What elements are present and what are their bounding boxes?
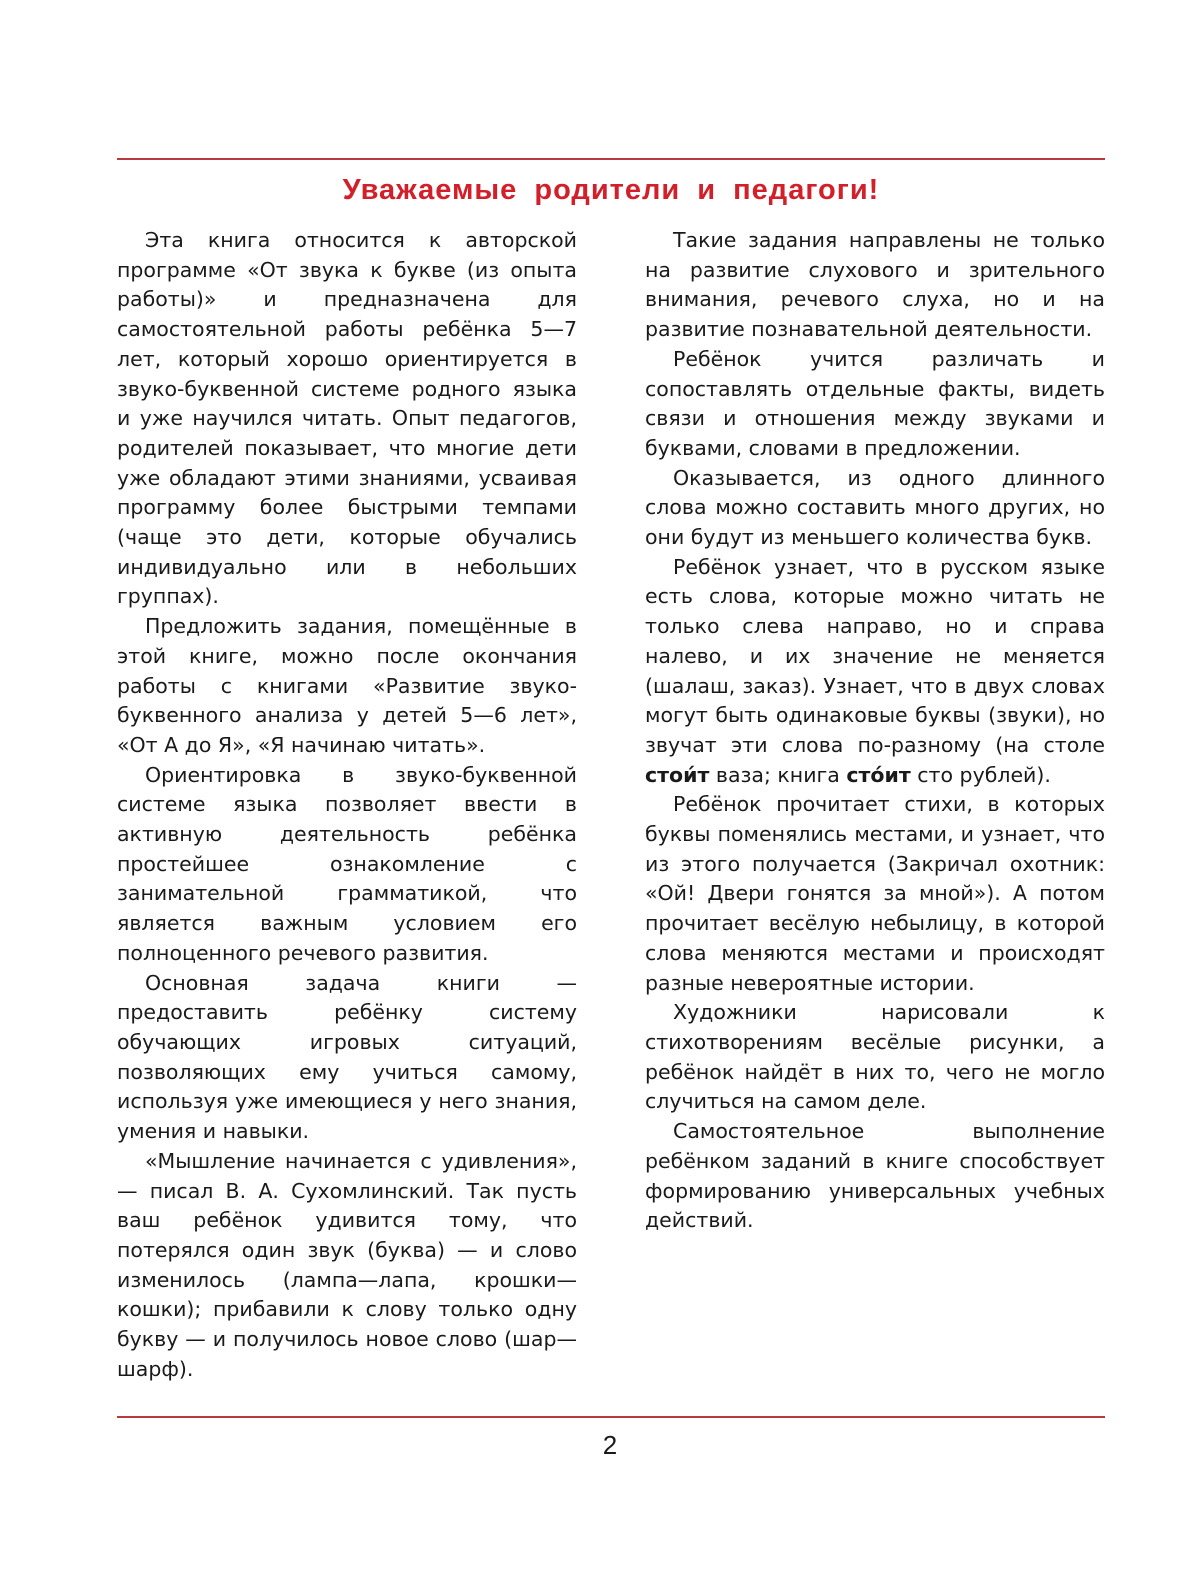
text-run: сто рублей).	[910, 762, 1051, 787]
paragraph: Эта книга относится к авторской программе «От звука к букве (из опыта работы)» и предназначена для самостоятельной работы ребёнка 5—7 лет, который хорошо ориентируется в звуко-буквенной системе родного языка и уже научился читать. Опыт педагогов, родителей показывает, что многие дети уже обладают этими знаниями, усваивая программу более быстрыми темпами (чаще это дети, которые обучались индивидуально или в небольших группах).	[117, 228, 577, 609]
paragraph: Ребёнок прочитает стихи, в которых буквы поменялись местами, и узнает, что из этого получается (Закричал охотник: «Ой! Двери гонятся за мной»). А потом прочитает весёлую небылицу, в которой слова меняются местами и происходят разные невероятные истории.	[645, 792, 1105, 995]
page-title: Уважаемые родители и педагоги!	[342, 174, 880, 206]
right-column	[645, 226, 1105, 1236]
paragraph: Ориентировка в звуко-буквенной системе языка позволяет ввести в активную деятельность ребёнка простейшее ознакомление с занимательной грамматикой, что является важным условием его полноценного речевого развития.	[117, 762, 577, 965]
top-divider	[117, 158, 1105, 160]
paragraph: Ребёнок учится различать и сопоставлять отдельные факты, видеть связи и отношения между звуками и буквами, словами в предложении.	[645, 346, 1105, 460]
text-run: ваза; книга	[709, 762, 847, 787]
stressed-word: стои́т	[645, 762, 710, 787]
paragraph: Основная задача книги — предоставить ребёнку систему обучающих игровых ситуаций, позволяющих ему учиться самому, используя уже имеющиеся у него знания, умения и навыки.	[117, 970, 577, 1144]
stressed-word: сто́ит	[846, 762, 911, 787]
paragraph: Оказывается, из одного длинного слова можно составить много других, но они будут из меньшего количества букв.	[645, 465, 1105, 550]
paragraph: Такие задания направлены не только на развитие слухового и зрительного внимания, речевого слуха, но и на развитие познавательной деятельности.	[645, 228, 1105, 342]
bottom-divider	[117, 1416, 1105, 1418]
paragraph: Предложить задания, помещённые в этой книге, можно после окончания работы с книгами «Развитие звуко-буквенного анализа у детей 5—6 лет», «От А до Я», «Я начинаю читать».	[117, 614, 577, 757]
paragraph: «Мышление начинается с удивления», — писал В. А. Сухомлинский. Так пусть ваш ребёнок удивится тому, что потерялся один звук (буква) — и слово изменилось (лампа—лапа, крошки—кошки); прибавили к слову только одну букву — и получилось новое слово (шар—шарф).	[117, 1148, 577, 1381]
paragraph: Художники нарисовали к стихотворениям весёлые рисунки, а ребёнок найдёт в них то, чего не могло случиться на самом деле.	[645, 1000, 1105, 1114]
page-number: 2	[602, 1430, 618, 1460]
left-column	[117, 226, 577, 1384]
paragraph-stress-example	[645, 553, 1105, 791]
paragraph: Самостоятельное выполнение ребёнком заданий в книге способствует формированию универсальных учебных действий.	[645, 1119, 1105, 1233]
text-run: Ребёнок узнает, что в русском языке есть слова, которые можно читать не только слева направо, но и справа налево, и их значение не меняется (шалаш, заказ). Узнает, что в двух словах могут быть одинаковые буквы (звуки), но звучат эти слова по-разному (на столе	[645, 554, 1105, 757]
